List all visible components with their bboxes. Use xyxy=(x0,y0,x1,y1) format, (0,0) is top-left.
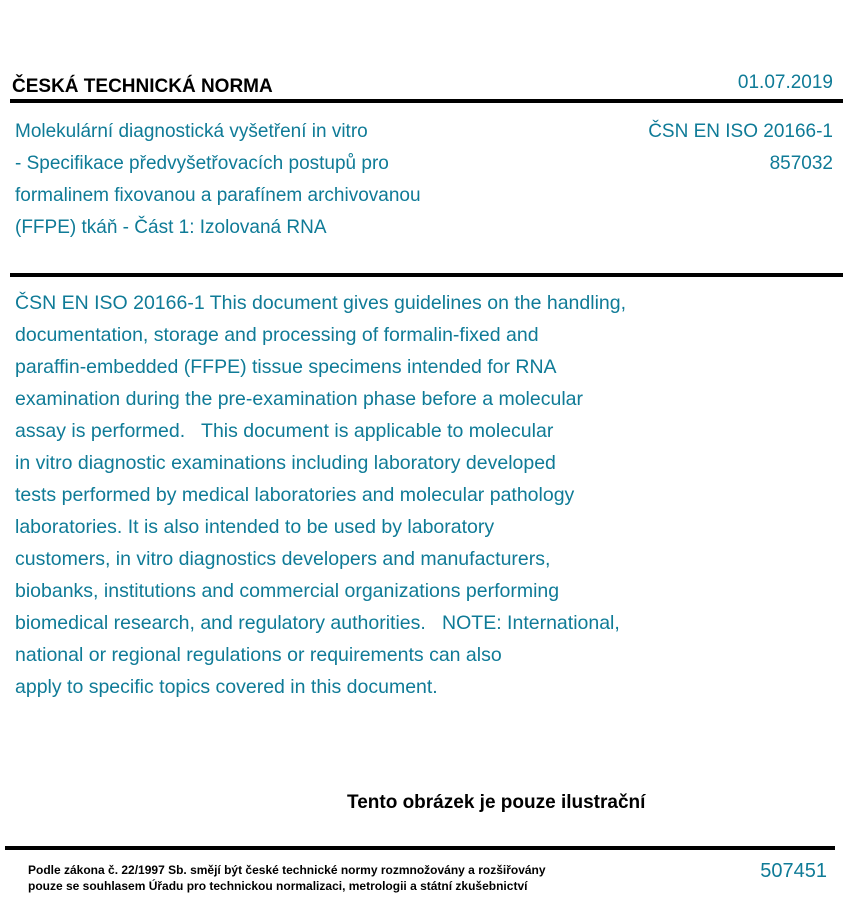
abstract-line: customers, in vitro diagnostics developers and manufacturers, xyxy=(15,548,551,570)
legal-notice xyxy=(28,862,546,894)
standard-title-line: Molekulární diagnostická vyšetření in vitro xyxy=(15,121,368,142)
illustrative-note: Tento obrázek je pouze ilustrační xyxy=(347,792,646,813)
abstract-line: assay is performed. This document is applicable to molecular xyxy=(15,420,554,442)
abstract-line: national or regional regulations or requirements can also xyxy=(15,644,502,666)
standard-title xyxy=(15,116,535,244)
abstract-line: biobanks, institutions and commercial organizations performing xyxy=(15,580,560,602)
standard-title-line: (FFPE) tkáň - Část 1: Izolovaná RNA xyxy=(15,217,327,238)
abstract-line: laboratories. It is also intended to be used by laboratory xyxy=(15,516,495,538)
standard-code: ČSN EN ISO 20166-1 xyxy=(648,121,833,142)
document-header-title: ČESKÁ TECHNICKÁ NORMA xyxy=(12,76,273,97)
standard-title-line: formalinem fixovanou a parafínem archivovanou xyxy=(15,185,421,206)
abstract-line: biomedical research, and regulatory authorities. NOTE: International, xyxy=(15,612,620,634)
abstract-line: examination during the pre-examination phase before a molecular xyxy=(15,388,584,410)
abstract-line: tests performed by medical laboratories and molecular pathology xyxy=(15,484,575,506)
abstract-text xyxy=(15,287,705,703)
document-id: 507451 xyxy=(760,860,827,882)
abstract-line: documentation, storage and processing of formalin-fixed and xyxy=(15,324,539,346)
abstract-line: paraffin-embedded (FFPE) tissue specimens intended for RNA xyxy=(15,356,557,378)
footer-divider xyxy=(5,846,835,850)
title-divider xyxy=(10,273,843,277)
abstract-line: apply to specific topics covered in this document. xyxy=(15,676,438,698)
legal-notice-line: pouze se souhlasem Úřadu pro technickou normalizaci, metrologii a státní zkušebnictví xyxy=(28,879,528,893)
class-number: 857032 xyxy=(769,153,833,174)
publication-date: 01.07.2019 xyxy=(737,72,833,93)
abstract-line: ČSN EN ISO 20166-1 This document gives guidelines on the handling, xyxy=(15,292,627,314)
header-divider xyxy=(10,99,843,103)
abstract-line: in vitro diagnostic examinations including laboratory developed xyxy=(15,452,556,474)
standard-identifiers xyxy=(648,116,833,180)
legal-notice-line: Podle zákona č. 22/1997 Sb. smějí být české technické normy rozmnožovány a rozšiřovány xyxy=(28,863,546,877)
standard-title-line: - Specifikace předvyšetřovacích postupů pro xyxy=(15,153,389,174)
